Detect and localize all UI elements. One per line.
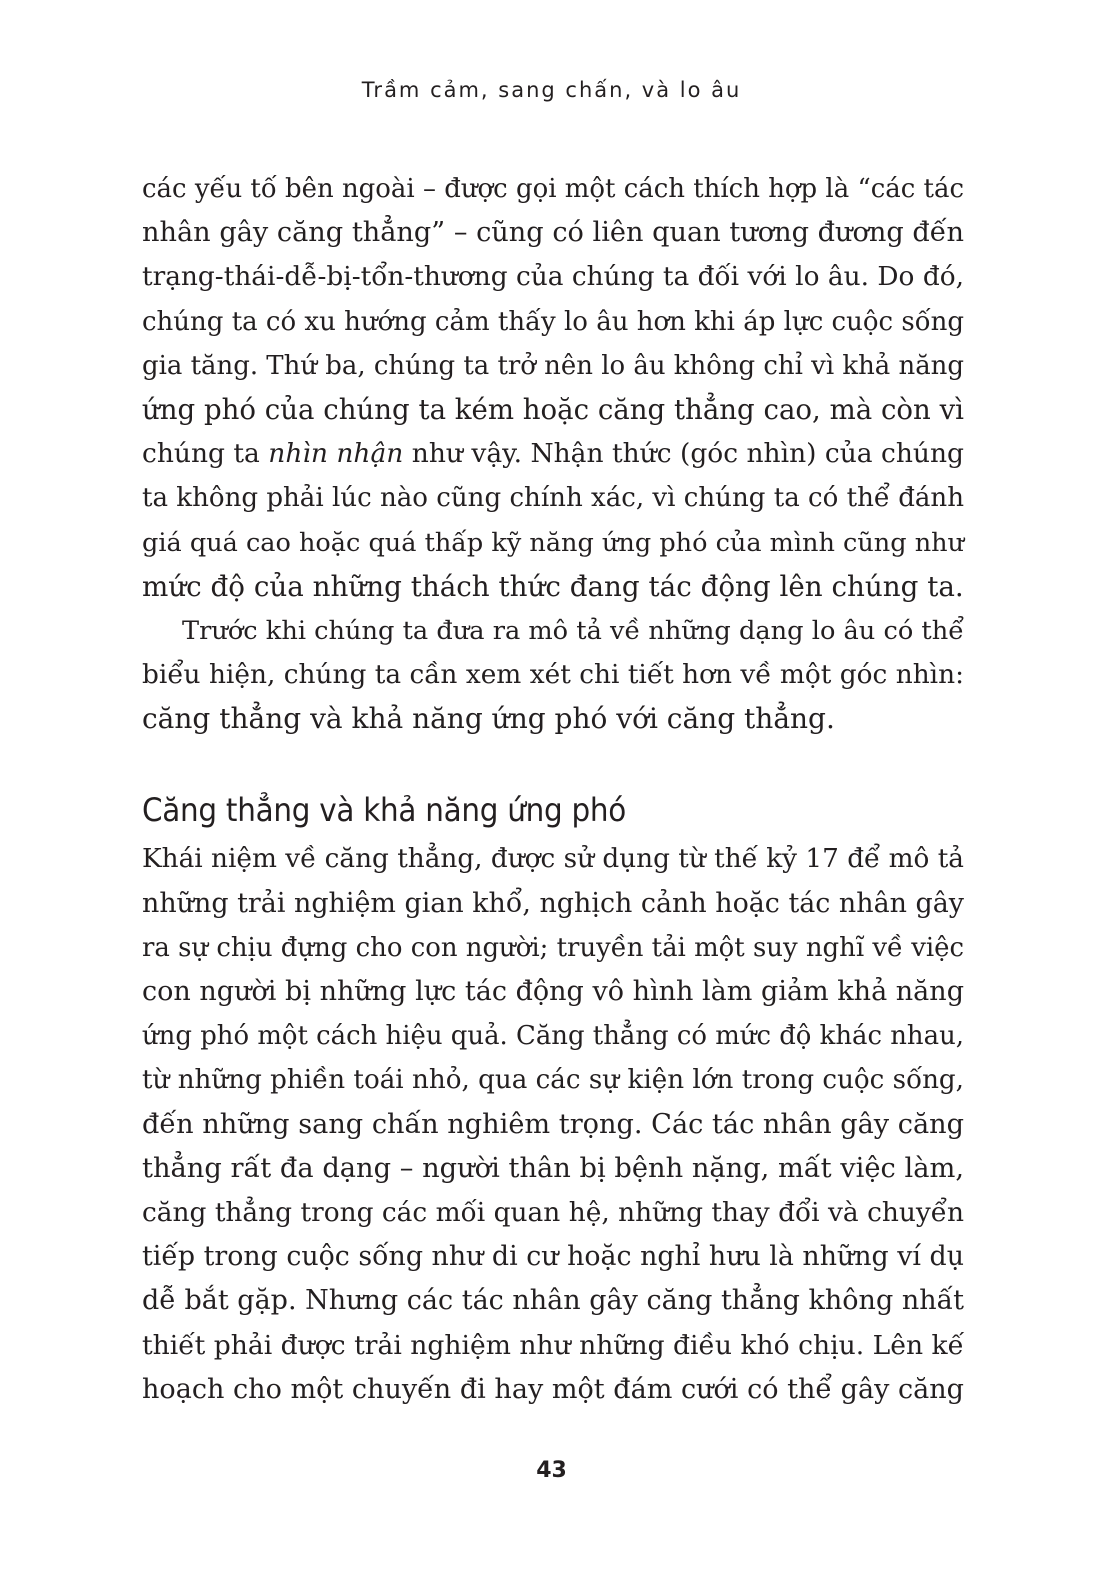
paragraph	[142, 837, 964, 1411]
text-run: chúng ta	[142, 438, 269, 470]
text-line: Khái niệm về căng thẳng, được sử dụng từ thế kỷ 17 để mô tả	[142, 844, 964, 875]
text-line: ứng phó một cách hiệu quả. Căng thẳng có mức độ khác nhau,	[142, 1021, 964, 1052]
text-line: mức độ của những thách thức đang tác động lên chúng ta.	[142, 569, 964, 603]
emphasized-text: nhìn nhận	[268, 438, 404, 470]
text-line-with-emphasis	[142, 432, 964, 476]
text-line: biểu hiện, chúng ta cần xem xét chi tiết hơn về một góc nhìn:	[142, 660, 964, 691]
page-body	[142, 167, 964, 1412]
text-line: nhân gây căng thẳng” – cũng có liên quan tương đương đến	[142, 217, 964, 249]
text-line: dễ bắt gặp. Nhưng các tác nhân gây căng thẳng không nhất	[142, 1285, 964, 1317]
text-line: căng thẳng trong các mối quan hệ, những thay đổi và chuyển	[142, 1196, 964, 1228]
text-line: trạng-thái-dễ-bị-tổn-thương của chúng ta đối với lo âu. Do đó,	[142, 262, 964, 293]
text-line: Trước khi chúng ta đưa ra mô tả về những dạng lo âu có thể	[182, 615, 964, 646]
page-number: 43	[536, 1458, 567, 1483]
section-heading: Căng thẳng và khả năng ứng phó	[142, 791, 627, 830]
text-line: thiết phải được trải nghiệm như những điều khó chịu. Lên kế	[142, 1329, 964, 1361]
text-line: các yếu tố bên ngoài – được gọi một cách thích hợp là “các tác	[142, 174, 964, 204]
text-line: hoạch cho một chuyến đi hay một đám cưới có thể gây căng	[142, 1373, 964, 1405]
text-line: ta không phải lúc nào cũng chính xác, vì chúng ta có thể đánh	[142, 483, 964, 514]
text-line: những trải nghiệm gian khổ, nghịch cảnh hoặc tác nhân gây	[142, 887, 964, 919]
text-run: như vậy. Nhận thức (góc nhìn) của chúng	[403, 438, 964, 470]
text-line: gia tăng. Thứ ba, chúng ta trở nên lo âu không chỉ vì khả năng	[142, 350, 964, 381]
text-line: giá quá cao hoặc quá thấp kỹ năng ứng phó của mình cũng như	[142, 527, 964, 558]
text-line: chúng ta có xu hướng cảm thấy lo âu hơn khi áp lực cuộc sống	[142, 306, 964, 337]
paragraph-continued	[142, 167, 964, 609]
text-line: tiếp trong cuộc sống như di cư hoặc nghỉ hưu là những ví dụ	[142, 1241, 964, 1273]
text-line: con người bị những lực tác động vô hình làm giảm khả năng	[142, 976, 964, 1007]
text-line: căng thẳng và khả năng ứng phó với căng thẳng.	[142, 702, 835, 736]
text-line: ứng phó của chúng ta kém hoặc căng thẳng cao, mà còn vì	[142, 392, 964, 426]
running-header: Trầm cảm, sang chấn, và lo âu	[361, 78, 742, 102]
text-line: đến những sang chấn nghiêm trọng. Các tác nhân gây căng	[142, 1108, 965, 1140]
paragraph	[142, 609, 964, 742]
text-line: từ những phiền toái nhỏ, qua các sự kiện lớn trong cuộc sống,	[142, 1065, 964, 1096]
text-line: thẳng rất đa dạng – người thân bị bệnh nặng, mất việc làm,	[142, 1152, 964, 1184]
text-line: ra sự chịu đựng cho con người; truyền tải một suy nghĩ về việc	[142, 932, 964, 963]
